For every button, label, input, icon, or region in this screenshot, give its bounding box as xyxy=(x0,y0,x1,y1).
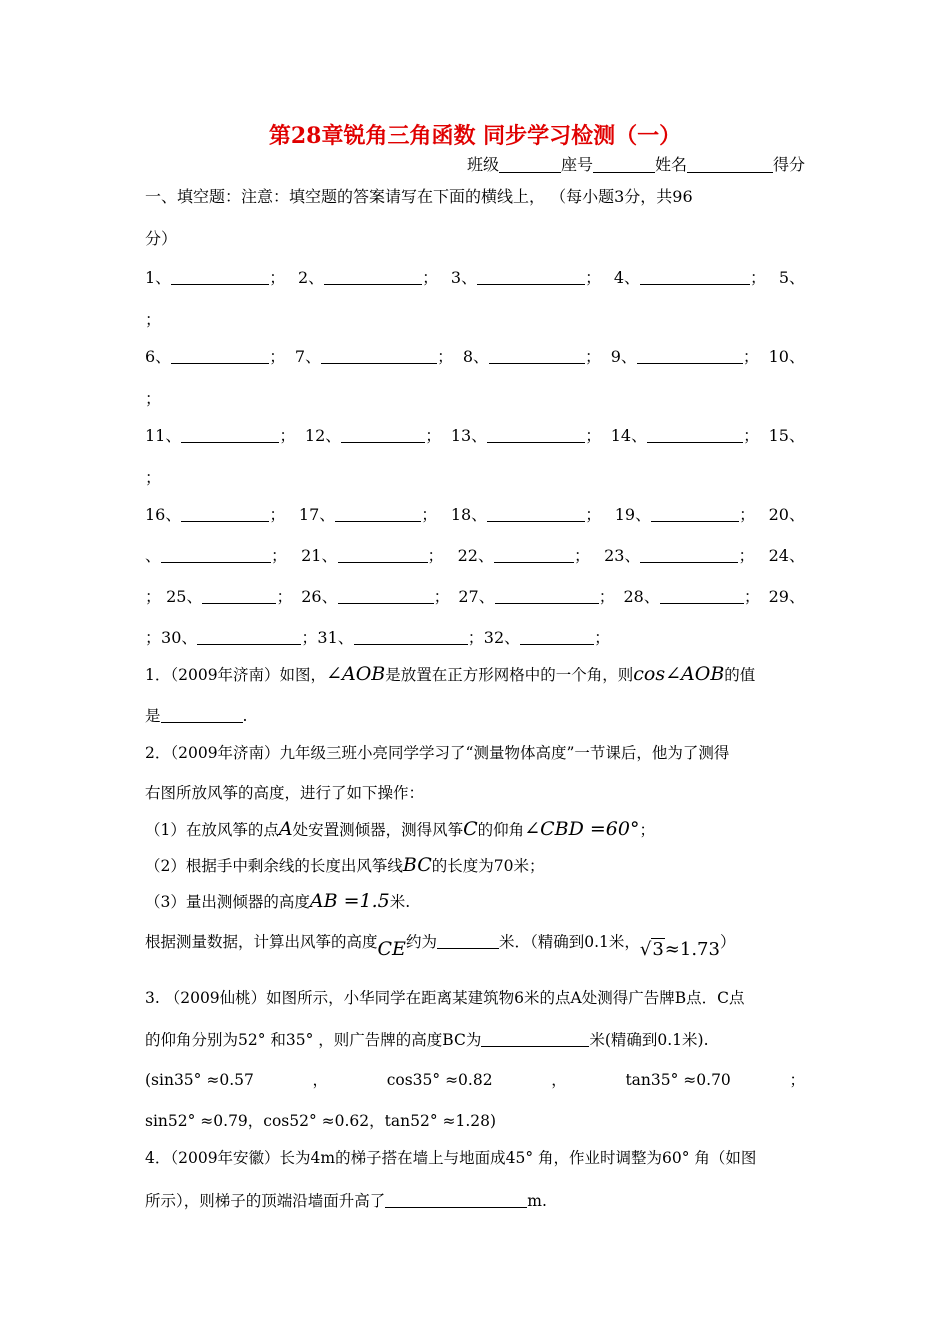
answer-row xyxy=(145,546,805,566)
answer-number: 20、 xyxy=(768,505,805,524)
q3-sep: ； xyxy=(789,1071,805,1089)
answer-number: 10、 xyxy=(768,347,805,366)
answer-blank[interactable] xyxy=(197,630,301,645)
separator: ； xyxy=(594,628,611,647)
name-label: 姓名 xyxy=(654,155,687,174)
section-instruction-cont: 分） xyxy=(145,229,178,248)
answer-number: 29、 xyxy=(768,587,805,606)
sqrt-3: √3 xyxy=(639,939,664,960)
answer-number: 11、 xyxy=(145,426,182,445)
answer-blank[interactable] xyxy=(487,428,585,443)
answer-row xyxy=(145,628,805,648)
answer-row xyxy=(145,426,805,446)
answer-blank[interactable] xyxy=(161,548,271,563)
answer-blank[interactable] xyxy=(171,270,269,285)
answer-blank[interactable] xyxy=(181,507,269,522)
q1-cos-expr: cos∠AOB xyxy=(633,663,725,685)
answer-blank[interactable] xyxy=(341,428,425,443)
q3-text: 的仰角分别为52° 和35° ，则广告牌的高度BC为 xyxy=(145,1031,482,1049)
answer-blank[interactable] xyxy=(335,507,421,522)
answer-number: 5、 xyxy=(778,268,805,287)
question-2-cont: 右图所放风筝的高度，进行了如下操作： xyxy=(145,784,425,802)
question-2: 2．（2009年济南）九年级三班小亮同学学习了“测量物体高度”一节课后，他为了测得 xyxy=(145,744,730,762)
q1-text: 是 xyxy=(145,707,161,725)
answer-number: 22、 xyxy=(457,546,494,565)
sqrt-approx: ≈1.73 xyxy=(664,939,720,960)
answer-row xyxy=(145,505,805,525)
answer-blank[interactable] xyxy=(520,630,594,645)
answer-number: 3、 xyxy=(450,268,478,287)
q2-text: ） xyxy=(719,933,736,951)
answer-number: 24、 xyxy=(768,546,805,565)
answer-blank[interactable] xyxy=(171,349,269,364)
q2-text: 米．（精确到0.1米， xyxy=(498,933,640,951)
answer-number: 15、 xyxy=(768,426,805,445)
separator: ； xyxy=(467,628,484,647)
q2-text: ； xyxy=(639,821,655,839)
answer-number: 26、 xyxy=(301,587,338,606)
answer-number: 32、 xyxy=(483,628,521,647)
answer-row xyxy=(145,587,805,607)
separator: ； xyxy=(145,587,162,606)
answer-number: 4、 xyxy=(613,268,641,287)
answer-number: 、 xyxy=(145,546,162,565)
point-c: C xyxy=(463,818,478,840)
q1-text: 的值 xyxy=(724,666,756,684)
q2-text: 根据测量数据，计算出风筝的高度 xyxy=(145,933,378,951)
q2-text: （1）在放风筝的点 xyxy=(145,821,279,839)
sin35-value: (sin35° ≈0.57 xyxy=(145,1071,254,1089)
q1-text: 1．（2009年济南）如图， xyxy=(145,666,327,684)
answer-number: 12、 xyxy=(304,426,342,445)
score-label: 得分 xyxy=(772,155,805,174)
separator: ； xyxy=(269,268,286,287)
question-3-cont xyxy=(145,1030,709,1050)
answer-number: 14、 xyxy=(610,426,648,445)
separator: ； xyxy=(437,347,454,366)
q2-text: （2）根据手中剩余线的长度出风筝线 xyxy=(145,857,403,875)
separator: ； xyxy=(269,347,286,366)
separator: ； xyxy=(276,587,293,606)
answer-blank[interactable] xyxy=(495,589,599,604)
separator: ； xyxy=(145,628,162,647)
q1-text: 是放置在正方形网格中的一个角，则 xyxy=(385,666,634,684)
q2-text: 约为 xyxy=(405,933,437,951)
q1-angle: ∠AOB xyxy=(326,663,386,685)
seat-label: 座号 xyxy=(560,155,593,174)
separator: ； xyxy=(301,628,318,647)
separator: ； xyxy=(145,468,162,487)
question-2-step-1 xyxy=(145,819,655,840)
separator: ； xyxy=(269,505,286,524)
separator: ； xyxy=(738,546,755,565)
question-3-values-52: sin52° ≈0.79，cos52° ≈0.62，tan52° ≈1.28) xyxy=(145,1112,497,1130)
question-3: 3. （2009仙桃）如图所示，小华同学在距离某建筑物6米的点A处测得广告牌B点．C点 xyxy=(145,989,745,1007)
q4-text: m. xyxy=(527,1192,547,1210)
answer-number: 19、 xyxy=(614,505,652,524)
tan35-value: tan35° ≈0.70 xyxy=(625,1071,731,1089)
answer-number: 25、 xyxy=(166,587,203,606)
separator: ； xyxy=(425,426,442,445)
answer-number: 6、 xyxy=(145,347,172,366)
answer-number: 7、 xyxy=(294,347,322,366)
answer-number: 17、 xyxy=(298,505,336,524)
question-4: 4．（2009年安徽）长为4m的梯子搭在墙上与地面成45° 角，作业时调整为60° 角（如图 xyxy=(145,1149,757,1167)
student-info-fields xyxy=(467,152,805,175)
question-3-values xyxy=(145,1070,805,1090)
answer-number: 13、 xyxy=(450,426,488,445)
answer-number: 16、 xyxy=(145,505,182,524)
question-2-step-3 xyxy=(145,891,410,912)
class-label: 班级 xyxy=(466,155,499,174)
separator: ； xyxy=(739,505,756,524)
q3-sep: ， xyxy=(312,1071,329,1089)
answer-blank[interactable] xyxy=(489,349,585,364)
separator: ； xyxy=(742,347,759,366)
cos35-value: cos35° ≈0.82 xyxy=(386,1071,493,1089)
answer-number: 8、 xyxy=(462,347,489,366)
q1-text: . xyxy=(242,707,248,725)
separator: ； xyxy=(585,268,602,287)
segment-bc: BC xyxy=(402,854,432,876)
q2-text: 米. xyxy=(389,893,411,911)
sqrt-arg: 3 xyxy=(652,939,664,960)
answer-blank[interactable] xyxy=(354,630,468,645)
separator: ； xyxy=(585,505,602,524)
separator: ； xyxy=(585,426,602,445)
answer-blank[interactable] xyxy=(338,589,434,604)
answer-blank[interactable] xyxy=(181,428,279,443)
q3-answer-blank[interactable] xyxy=(481,1032,589,1047)
answer-number: 23、 xyxy=(604,546,641,565)
answer-number: 28、 xyxy=(623,587,660,606)
separator: ； xyxy=(573,546,590,565)
q2-text: 处安置测倾器，测得风筝 xyxy=(292,821,464,839)
answer-blank[interactable] xyxy=(637,349,743,364)
q1-answer-blank[interactable] xyxy=(161,708,243,723)
segment-ce: CE xyxy=(377,938,406,960)
separator: ； xyxy=(279,426,296,445)
answer-number: 9、 xyxy=(610,347,637,366)
q2-text: 的仰角 xyxy=(477,821,525,839)
answer-blank[interactable] xyxy=(647,428,743,443)
answer-blank[interactable] xyxy=(640,270,750,285)
answer-blank[interactable] xyxy=(660,589,744,604)
separator: ； xyxy=(743,426,760,445)
angle-cbd-eq: ∠CBD =60° xyxy=(524,818,640,840)
separator: ； xyxy=(145,310,162,329)
answer-blank[interactable] xyxy=(640,548,738,563)
q4-answer-blank[interactable] xyxy=(385,1193,527,1208)
answer-blank[interactable] xyxy=(487,507,585,522)
class-blank[interactable] xyxy=(499,156,561,173)
separator: ； xyxy=(422,268,439,287)
answer-number: 18、 xyxy=(450,505,488,524)
answer-blank[interactable] xyxy=(324,270,422,285)
separator: ； xyxy=(743,587,760,606)
answer-number: 31、 xyxy=(317,628,354,647)
q3-sep: ， xyxy=(551,1071,567,1089)
separator: ； xyxy=(421,505,438,524)
seat-blank[interactable] xyxy=(593,156,655,173)
point-a: A xyxy=(278,818,293,840)
answer-blank[interactable] xyxy=(651,507,739,522)
q2-answer-blank[interactable] xyxy=(437,934,499,949)
answer-number: 21、 xyxy=(301,546,338,565)
separator: ； xyxy=(427,546,444,565)
question-1-answer xyxy=(145,706,247,726)
q2-text: 的长度为70米； xyxy=(431,857,545,875)
question-1 xyxy=(145,664,755,685)
answer-blank[interactable] xyxy=(202,589,276,604)
section-instruction: 一、填空题：注意：填空题的答案请写在下面的横线上， （每小题3分，共96 xyxy=(145,187,693,206)
q3-text: 米(精确到0.1米). xyxy=(589,1031,709,1049)
separator: ； xyxy=(585,347,602,366)
ab-height-eq: AB =1.5 xyxy=(309,890,390,912)
separator: ； xyxy=(271,546,288,565)
question-2-step-2 xyxy=(145,855,544,876)
separator: ； xyxy=(145,389,162,408)
separator: ； xyxy=(433,587,450,606)
answer-number: 1、 xyxy=(145,268,172,287)
question-2-ask xyxy=(145,931,736,960)
answer-row xyxy=(145,347,805,367)
answer-number: 30、 xyxy=(161,628,198,647)
answer-row xyxy=(145,268,805,288)
answer-blank[interactable] xyxy=(338,548,428,563)
answer-blank[interactable] xyxy=(321,349,437,364)
separator: ； xyxy=(750,268,767,287)
separator: ； xyxy=(598,587,615,606)
answer-number: 27、 xyxy=(458,587,495,606)
page-title: 第28章锐角三角函数 同步学习检测（一） xyxy=(268,123,682,149)
answer-blank[interactable] xyxy=(494,548,574,563)
answer-blank[interactable] xyxy=(477,270,585,285)
question-4-cont xyxy=(145,1191,547,1211)
answer-number: 2、 xyxy=(297,268,325,287)
q2-text: （3）量出测倾器的高度 xyxy=(145,893,310,911)
name-blank[interactable] xyxy=(687,156,773,173)
q4-text: 所示），则梯子的顶端沿墙面升高了 xyxy=(145,1192,386,1210)
